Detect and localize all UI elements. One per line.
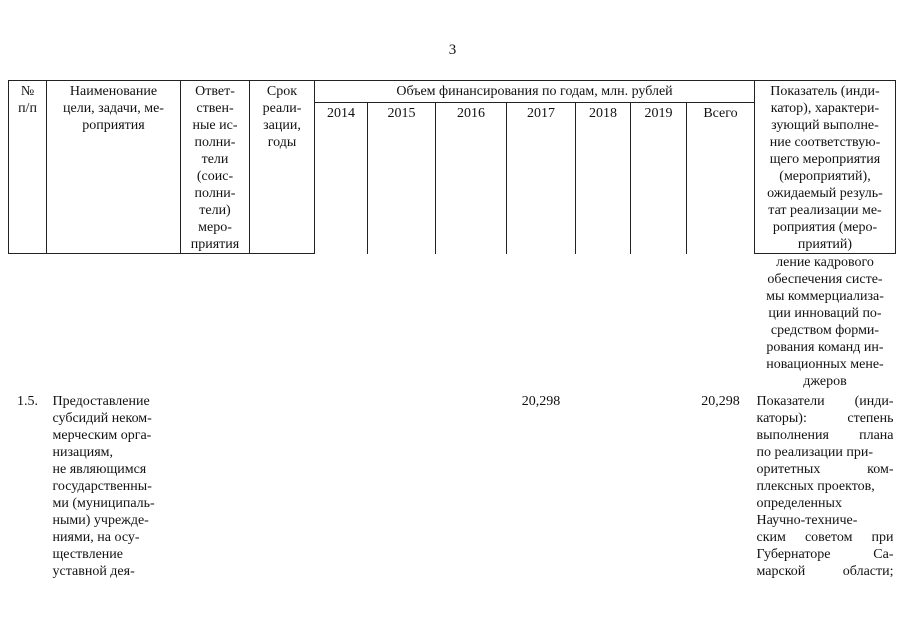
- indicator-line: каторы): степень: [756, 411, 894, 426]
- indicator-line: определенных: [756, 496, 842, 511]
- continuation-indicator: [755, 254, 896, 391]
- indicator-line: выполнения плана: [756, 428, 894, 443]
- indicator-line: ление кадрового: [776, 255, 874, 270]
- indicator-line: плексных проектов,: [756, 479, 875, 494]
- indicator-line: Научно-техниче-: [756, 513, 858, 528]
- name-line: субсидий неком-: [52, 411, 152, 426]
- header-year-2018: 2018: [576, 103, 631, 254]
- row-total-value: 20,298: [701, 394, 740, 409]
- name-line: мерческим орга-: [52, 428, 152, 443]
- indicator-line: средством форми-: [770, 323, 880, 338]
- header-col-name-text: Наименование цели, задачи, ме-роприятия: [63, 84, 164, 133]
- indicator-line: джеров: [803, 374, 847, 389]
- header-col-indicator-text: Показатель (инди-катор), характери-зующий выполне-ние соответствую-щего мероприятия (мероприятий), ожидаемый резуль-тат реализации ме-роприятия (меро-приятий): [767, 84, 883, 252]
- row-2015: [368, 390, 436, 580]
- name-line: уставной дея-: [52, 564, 135, 579]
- row-name: [47, 390, 181, 580]
- row-2018: [576, 390, 631, 580]
- continuation-row: [9, 254, 896, 391]
- header-col-responsible: [181, 81, 250, 254]
- name-line: Предоставление: [52, 394, 150, 409]
- header-year-2015: 2015: [368, 103, 436, 254]
- indicator-line: новационных мене-: [766, 357, 884, 372]
- header-col-term: [250, 81, 315, 254]
- row-number: 1.5.: [17, 394, 38, 409]
- table-row-1-5: [9, 390, 896, 580]
- name-line: низациям,: [52, 445, 114, 460]
- header-col-indicator: [755, 81, 896, 254]
- name-line: не являющимся: [52, 462, 147, 477]
- indicator-line: оритетных ком-: [756, 462, 894, 477]
- indicator-line: по реализации при-: [756, 445, 874, 460]
- row-2017-value: 20,298: [521, 394, 561, 409]
- name-line: ниями, на осу-: [52, 530, 140, 545]
- page-number: 3: [448, 42, 457, 58]
- row-2019: [631, 390, 687, 580]
- row-term: [250, 390, 315, 580]
- row-responsible: [181, 390, 250, 580]
- indicator-line: марской области;: [756, 564, 894, 579]
- header-year-2016: 2016: [436, 103, 507, 254]
- indicator-line: обеспечения систе-: [767, 272, 883, 287]
- name-line: ществление: [52, 547, 123, 562]
- indicator-line: рования команд ин-: [766, 340, 884, 355]
- header-col-name: [47, 81, 181, 254]
- indicator-line: ции инноваций по-: [768, 306, 882, 321]
- row-2016: [436, 390, 507, 580]
- row-2014: [315, 390, 368, 580]
- header-year-2017: 2017: [507, 103, 576, 254]
- header-col-number-text: № п/п: [18, 84, 37, 116]
- name-line: ми (муниципаль-: [52, 496, 155, 511]
- indicator-line: Показатели (инди-: [756, 394, 894, 409]
- header-col-term-text: Срок реали-зации, годы: [262, 84, 302, 150]
- name-line: ными) учрежде-: [52, 513, 149, 528]
- header-year-2019: 2019: [631, 103, 687, 254]
- indicator-line: Губернаторе Са-: [756, 547, 894, 562]
- header-col-number: [9, 81, 47, 254]
- name-line: государственны-: [52, 479, 152, 494]
- header-col-responsible-text: Ответ-ствен-ные ис-полни-тели (соис-полни-тели) меро-приятия: [190, 84, 240, 252]
- indicator-line: ским советом при: [756, 530, 894, 545]
- indicator-line: мы коммерциализа-: [766, 289, 884, 304]
- header-year-2014: 2014: [315, 103, 368, 254]
- header-year-total: Всего: [687, 103, 755, 254]
- header-col-funding: Объем финансирования по годам, млн. рублей: [315, 81, 755, 103]
- financing-table: [8, 80, 896, 580]
- row-indicator: [755, 390, 896, 580]
